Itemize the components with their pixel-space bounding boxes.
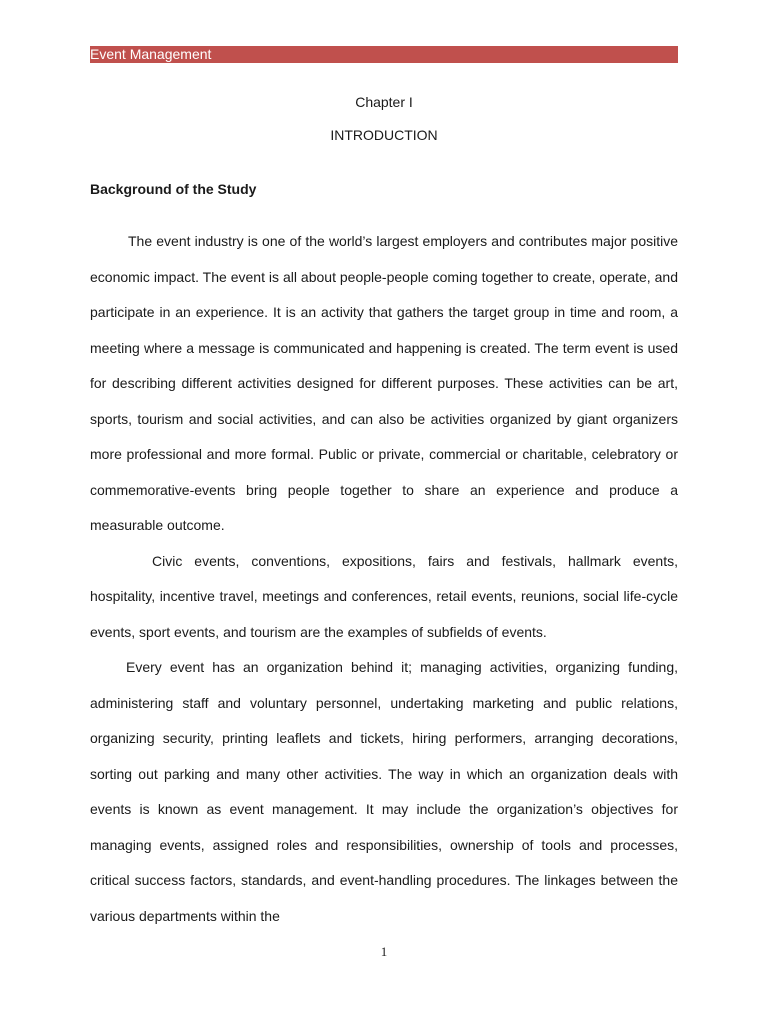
header-bar xyxy=(90,46,678,63)
page-number: 1 xyxy=(380,944,388,959)
chapter-title: INTRODUCTION xyxy=(330,127,438,143)
section-title: Background of the Study xyxy=(90,181,257,197)
chapter-label: Chapter I xyxy=(355,94,413,110)
paragraph: The event industry is one of the world’s largest employers and contributes major positive economic impact. The event is all about people-people coming together to create, operate, and participate in an experience. It is an activity that gathers the target group in time and room, a meeting where a message is communicated and happening is created. The term event is used for describing different activities designed for different purposes. These activities can be art, sports, tourism and social activities, and can also be activities organized by giant organizers more professional and more formal. Public or private, commercial or charitable, celebratory or commemorative-events bring people together to share an experience and produce a measurable outcome. xyxy=(90,233,678,533)
body-text xyxy=(90,224,678,934)
paragraph: Every event has an organization behind it; managing activities, organizing funding, administering staff and voluntary personnel, undertaking marketing and public relations, organizing security, printing leaflets and tickets, hiring performers, arranging decorations, sorting out parking and many other activities. The way in which an organization deals with events is known as event management. It may include the organization’s objectives for managing events, assigned roles and responsibilities, ownership of tools and processes, critical success factors, standards, and event-handling procedures. The linkages between the various departments within the xyxy=(90,659,678,924)
header-title: Event Management xyxy=(90,46,212,62)
paragraph: Civic events, conventions, expositions, fairs and festivals, hallmark events, hospitality, incentive travel, meetings and conferences, retail events, reunions, social life-cycle events, sport events, and tourism are the examples of subfields of events. xyxy=(90,552,678,640)
